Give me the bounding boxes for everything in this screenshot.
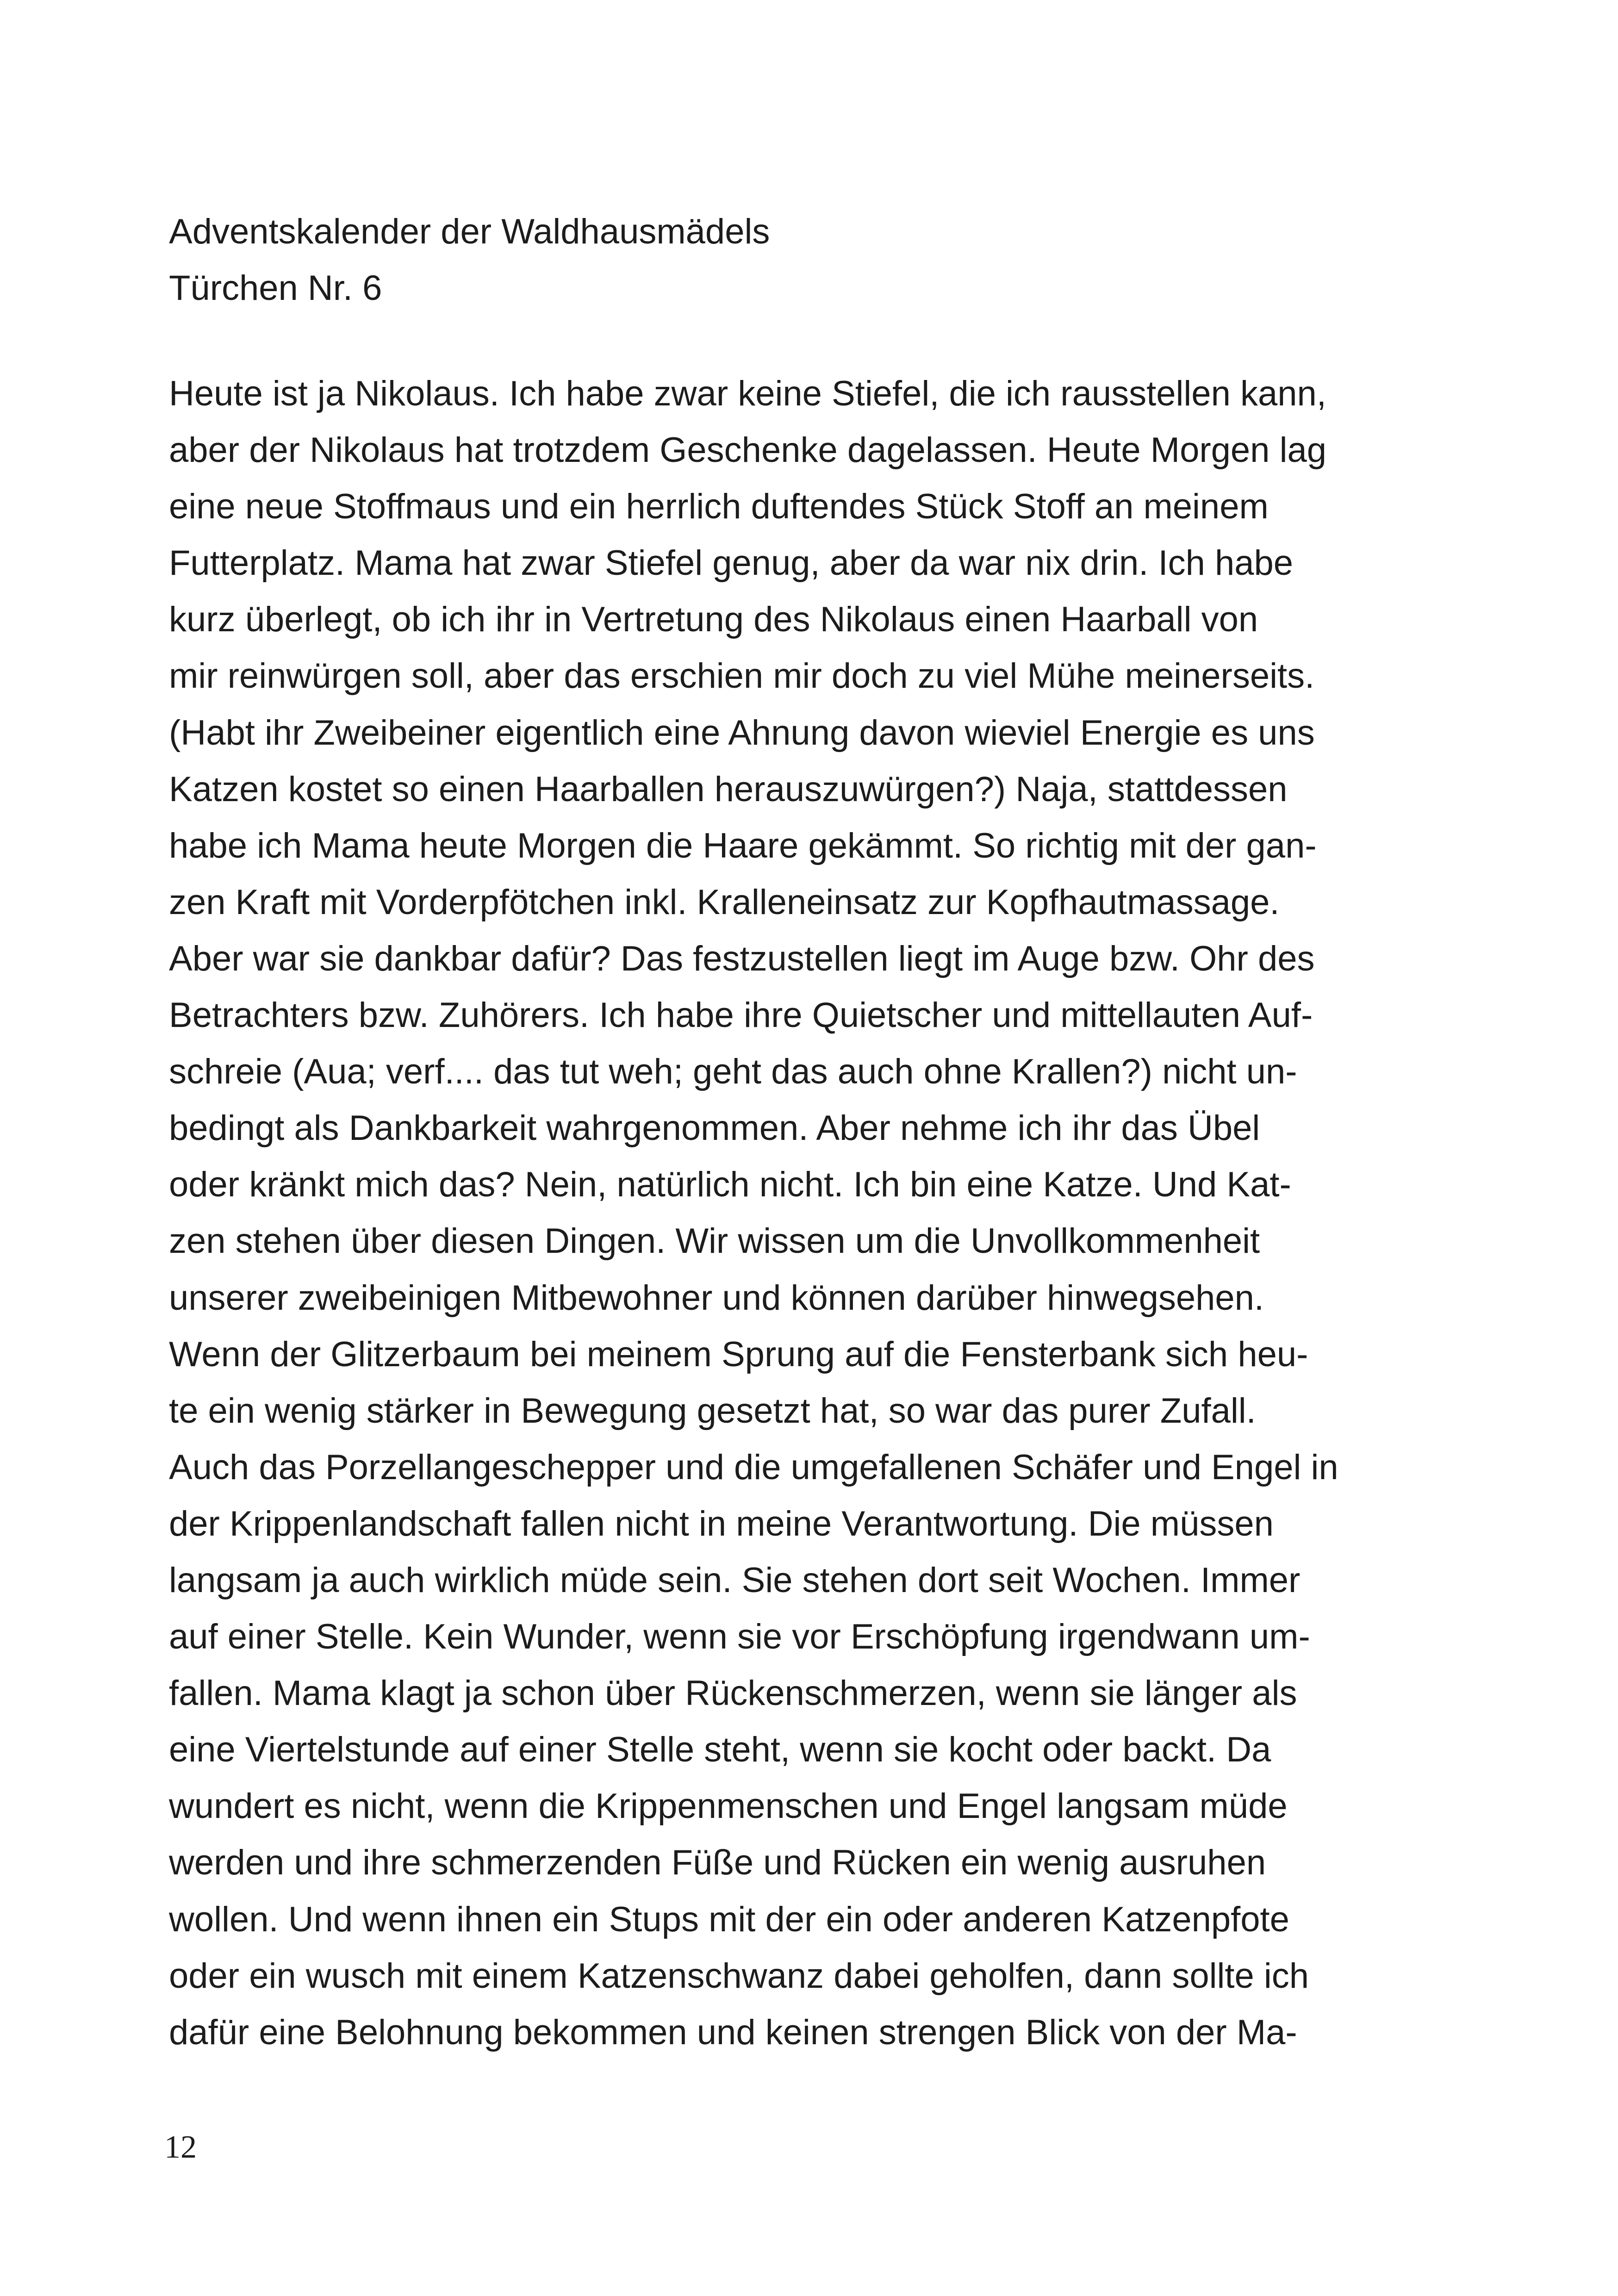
- text-line: mir reinwürgen soll, aber das erschien mir doch zu viel Mühe meinerseits.: [169, 656, 1315, 696]
- text-line: Wenn der Glitzerbaum bei meinem Sprung auf die Fensterbank sich heu-: [169, 1334, 1308, 1374]
- text-line: habe ich Mama heute Morgen die Haare gekämmt. So richtig mit der gan-: [169, 826, 1317, 865]
- page-number: 12: [164, 2129, 197, 2165]
- text-line: eine Viertelstunde auf einer Stelle steht, wenn sie kocht oder backt. Da: [169, 1730, 1271, 1770]
- text-line: (Habt ihr Zweibeiner eigentlich eine Ahnung davon wieviel Energie es uns: [169, 713, 1315, 753]
- body-paragraph: [169, 366, 1465, 2061]
- text-line: Katzen kostet so einen Haarballen herauszuwürgen?) Naja, stattdessen: [169, 769, 1288, 809]
- text-line: der Krippenlandschaft fallen nicht in meine Verantwortung. Die müssen: [169, 1504, 1274, 1543]
- text-line: Betrachters bzw. Zuhörers. Ich habe ihre Quietscher und mittellauten Auf-: [169, 996, 1313, 1035]
- document-subtitle: Türchen Nr. 6: [169, 268, 382, 308]
- text-line: fallen. Mama klagt ja schon über Rückenschmerzen, wenn sie länger als: [169, 1674, 1297, 1713]
- text-line: zen Kraft mit Vorderpfötchen inkl. Kralleneinsatz zur Kopfhautmassage.: [169, 882, 1280, 922]
- text-line: eine neue Stoffmaus und ein herrlich duftendes Stück Stoff an meinem: [169, 487, 1269, 527]
- text-line: Aber war sie dankbar dafür? Das festzustellen liegt im Auge bzw. Ohr des: [169, 939, 1315, 978]
- text-line: dafür eine Belohnung bekommen und keinen strengen Blick von der Ma-: [169, 2012, 1297, 2052]
- text-line: aber der Nikolaus hat trotzdem Geschenke dagelassen. Heute Morgen lag: [169, 430, 1326, 470]
- text-line: wundert es nicht, wenn die Krippenmenschen und Engel langsam müde: [169, 1786, 1288, 1826]
- text-line: wollen. Und wenn ihnen ein Stups mit der ein oder anderen Katzenpfote: [169, 1899, 1289, 1939]
- text-line: auf einer Stelle. Kein Wunder, wenn sie vor Erschöpfung irgendwann um-: [169, 1617, 1310, 1657]
- text-line: schreie (Aua; verf.... das tut weh; geht das auch ohne Krallen?) nicht un-: [169, 1052, 1297, 1092]
- text-line: oder kränkt mich das? Nein, natürlich nicht. Ich bin eine Katze. Und Kat-: [169, 1165, 1291, 1205]
- text-line: bedingt als Dankbarkeit wahrgenommen. Aber nehme ich ihr das Übel: [169, 1108, 1260, 1148]
- text-line: Auch das Porzellangeschepper und die umgefallenen Schäfer und Engel in: [169, 1447, 1338, 1487]
- text-line: zen stehen über diesen Dingen. Wir wissen um die Unvollkommenheit: [169, 1221, 1260, 1261]
- text-line: Futterplatz. Mama hat zwar Stiefel genug, aber da war nix drin. Ich habe: [169, 543, 1294, 583]
- text-line: kurz überlegt, ob ich ihr in Vertretung des Nikolaus einen Haarball von: [169, 600, 1258, 640]
- document-title: Adventskalender der Waldhausmädels: [169, 212, 770, 251]
- text-line: Heute ist ja Nikolaus. Ich habe zwar keine Stiefel, die ich rausstellen kann,: [169, 374, 1326, 413]
- text-line: langsam ja auch wirklich müde sein. Sie stehen dort seit Wochen. Immer: [169, 1560, 1301, 1600]
- text-line: oder ein wusch mit einem Katzenschwanz dabei geholfen, dann sollte ich: [169, 1956, 1309, 1996]
- text-line: te ein wenig stärker in Bewegung gesetzt hat, so war das purer Zufall.: [169, 1391, 1256, 1431]
- document-heading: [169, 204, 1465, 317]
- text-line: unserer zweibeinigen Mitbewohner und können darüber hinwegsehen.: [169, 1278, 1264, 1318]
- text-line: werden und ihre schmerzenden Füße und Rücken ein wenig ausruhen: [169, 1843, 1266, 1883]
